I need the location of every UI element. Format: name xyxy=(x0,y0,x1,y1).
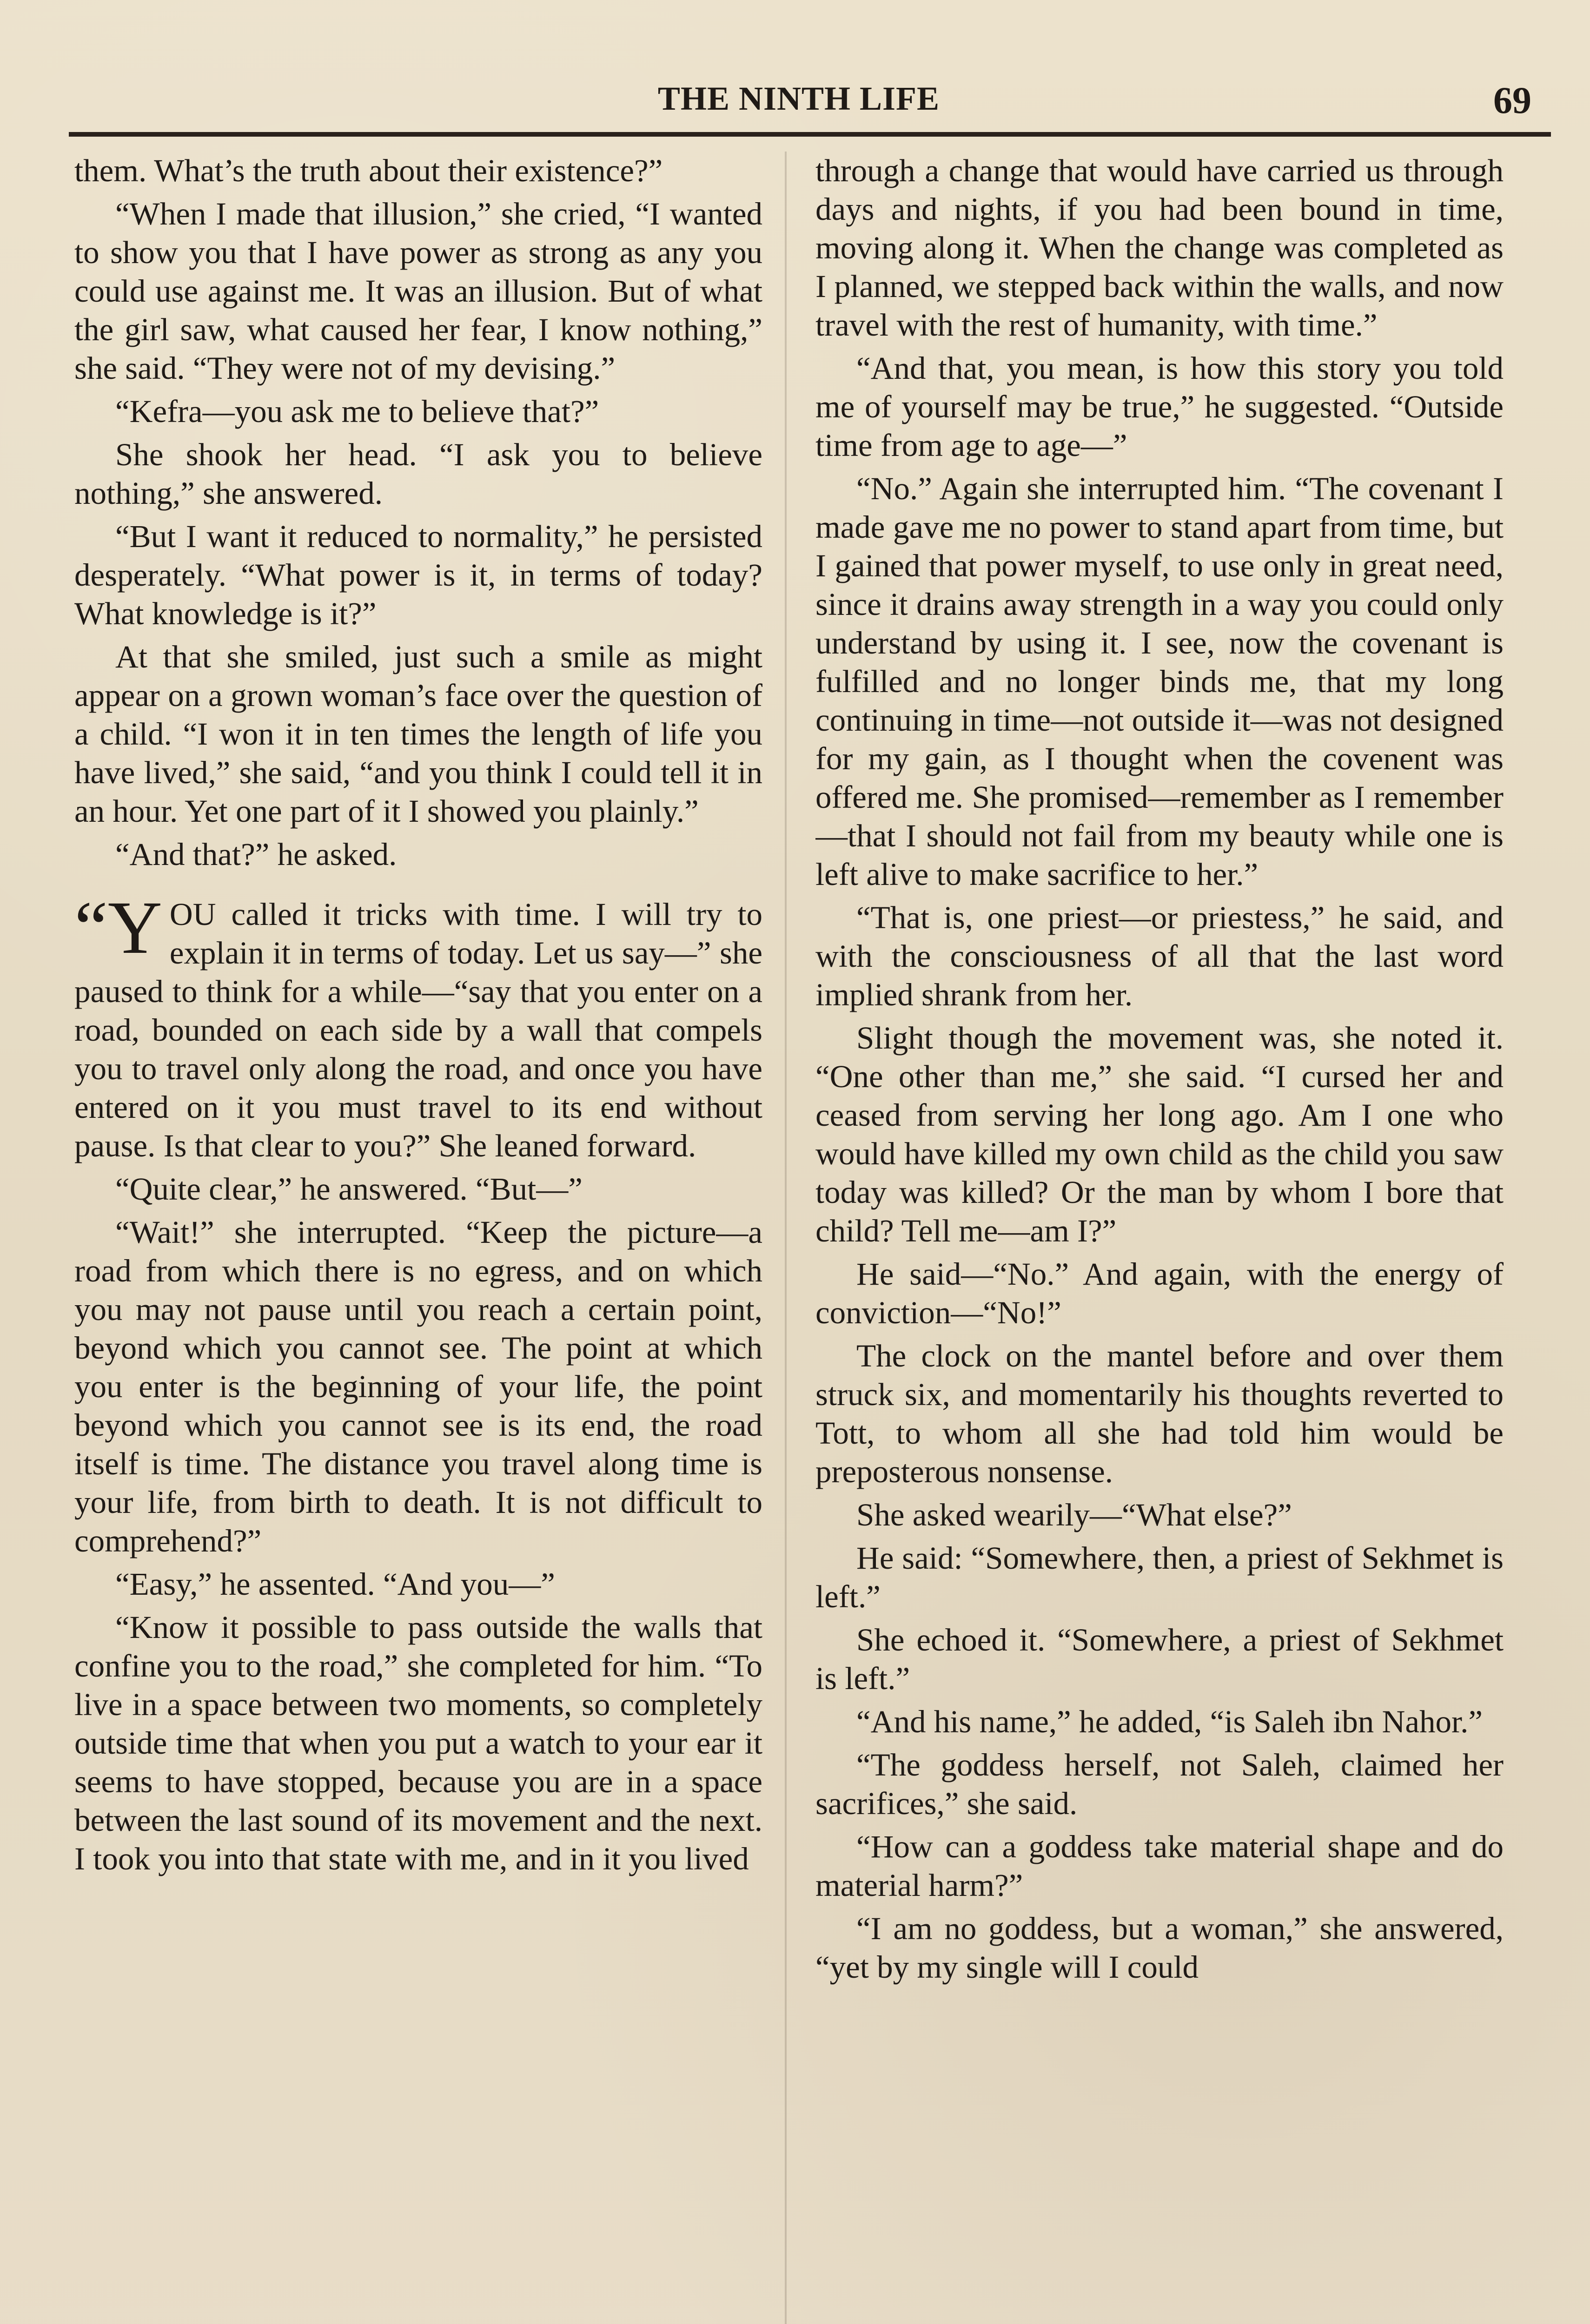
page-header-title: THE NINTH LIFE xyxy=(657,80,940,117)
paragraph-6: At that she smiled, just such a smile as might appear on a grown woman’s face over the question of a child. “I won it in ten times the length of life you have lived,” she said, “and you think I could tell it in an hour. Yet one part of it I showed you plainly.” xyxy=(74,639,762,829)
section-opening-paragraph xyxy=(74,886,762,1165)
paragraph-25: “How can a goddess take material shape and do material harm?” xyxy=(815,1829,1504,1903)
paragraph-15: “No.” Again she interrupted him. “The covenant I made gave me no power to stand apart from time, but I gained that power myself, to use only in great need, since it drains away strength in a way you could only understand by using it. I see, now the covenant is fulfilled and no longer binds me, that my long continuing in time—not outside it—was not designed for my gain, as I thought when the covenent was offered me. She promised—remember as I remember—that I should not fail from my beauty while one is left alive to make sacrifice to her.” xyxy=(815,471,1504,892)
paragraph-12: “Know it possible to pass outside the walls that confine you to the road,” she completed for him. “To live in a space between two moments, so completely outside time that when you put a watch to your ear it seems to have stopped, because you are in a space between the last sound of its movement and the next. I took you into that state with me, and in it you lived xyxy=(74,1610,762,1876)
paragraph-20: She asked wearily—“What else?” xyxy=(856,1497,1292,1532)
drop-cap: “Y xyxy=(74,886,162,970)
paragraph-23: “And his name,” he added, “is Saleh ibn Nahor.” xyxy=(856,1704,1483,1739)
paragraph-10: “Wait!” she interrupted. “Keep the picture—a road from which there is no egress, and on which you may not pause until you reach a certain point, beyond which you cannot see. The point at which you enter is the beginning of your life, the point beyond which you cannot see is its end, the road itself is time. The distance you travel along time is your life, from birth to death. It is not difficult to comprehend?” xyxy=(74,1215,762,1558)
page-number: 69 xyxy=(1493,79,1531,121)
paragraph-22: She echoed it. “Somewhere, a priest of Sekhmet is left.” xyxy=(815,1622,1504,1696)
paragraph-5: “But I want it reduced to normality,” he persisted desperately. “What power is it, in terms of today? What knowledge is it?” xyxy=(74,519,762,631)
paragraph-3: “Kefra—you ask me to believe that?” xyxy=(115,394,599,429)
running-head xyxy=(69,76,1551,137)
paragraph-24: “The goddess herself, not Saleh, claimed her sacrifices,” she said. xyxy=(815,1747,1504,1821)
paragraph-11: “Easy,” he assented. “And you—” xyxy=(115,1566,555,1602)
paragraph-9: “Quite clear,” he answered. “But—” xyxy=(115,1171,583,1207)
column-divider xyxy=(785,152,787,2324)
paragraph-7: “And that?” he asked. xyxy=(115,837,397,872)
paragraph-2: “When I made that illusion,” she cried, “I wanted to show you that I have power as strong as any you could use against me. It was an illusion. But of what the girl saw, what caused her fear, I know nothing,” she said. “They were not of my devising.” xyxy=(74,196,762,386)
paragraph-16: “That is, one priest—or priestess,” he said, and with the consciousness of all that the last word implied shrank from her. xyxy=(815,900,1504,1012)
paragraph-1: them. What’s the truth about their existence?” xyxy=(74,153,663,188)
paragraph-26: “I am no goddess, but a woman,” she answered, “yet by my single will I could xyxy=(815,1911,1504,1985)
paragraph-19: The clock on the mantel before and over them struck six, and momentarily his thoughts reverted to Tott, to whom all she had told him would be preposterous nonsense. xyxy=(815,1338,1504,1489)
left-text-column xyxy=(74,152,762,2324)
paragraph-21: He said: “Somewhere, then, a priest of Sekhmet is left.” xyxy=(815,1540,1504,1614)
section-opening-text: OU called it tricks with time. I will try to explain it in terms of today. Let us say—” she paused to think for a while—“say that you enter on a road, bounded on each side by a wall that compels you to travel only along the road, and once you have entered on it you must travel to its end without pause. Is that clear to you?” She leaned forward. xyxy=(74,897,762,1163)
paragraph-17: Slight though the movement was, she noted it. “One other than me,” she said. “I cursed her and ceased from serving her long ago. Am I one who would have killed my own child as the child you saw today was killed? Or the man by whom I bore that child? Tell me—am I?” xyxy=(815,1020,1504,1248)
right-text-column xyxy=(815,152,1504,2324)
paragraph-4: She shook her head. “I ask you to believe nothing,” she answered. xyxy=(74,437,762,511)
paragraph-18: He said—“No.” And again, with the energy of conviction—“No!” xyxy=(815,1256,1504,1330)
paragraph-13: through a change that would have carried us through days and nights, if you had been bound in time, moving along it. When the change was completed as I planned, we stepped back within the walls, and now travel with the rest of humanity, with time.” xyxy=(815,153,1504,343)
paragraph-14: “And that, you mean, is how this story you told me of yourself may be true,” he suggested. “Outside time from age to age—” xyxy=(815,350,1504,463)
